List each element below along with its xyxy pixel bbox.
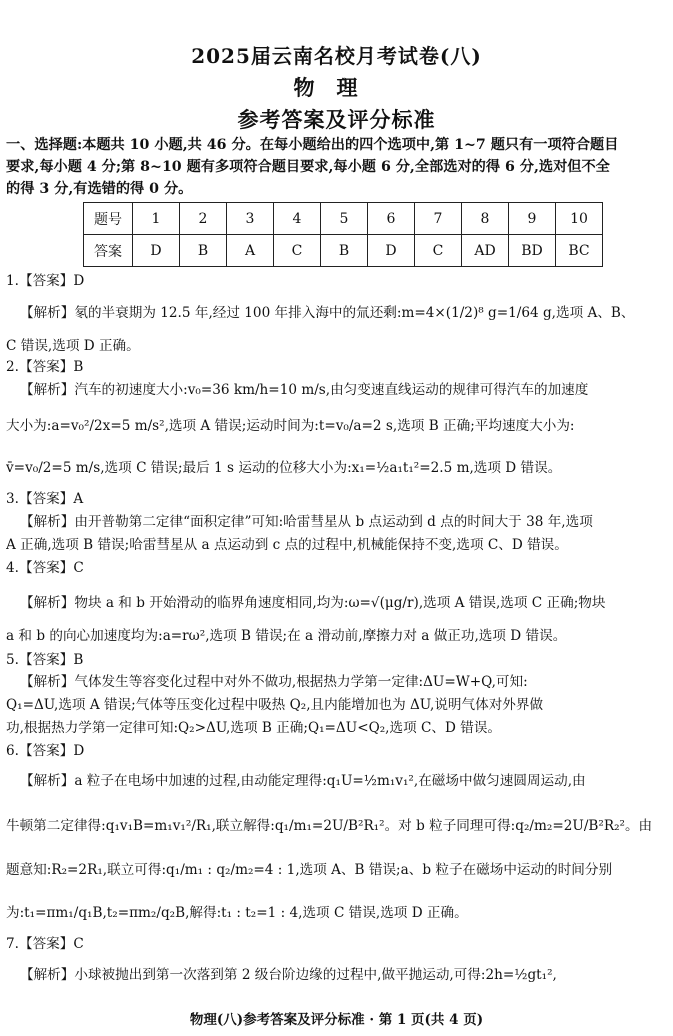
answer-heading-2: 2.【答案】B bbox=[6, 359, 84, 375]
answer-heading-1: 1.【答案】D bbox=[6, 273, 85, 289]
answer-table-answer-row bbox=[84, 235, 603, 267]
answer-cell: C bbox=[415, 235, 462, 267]
question-number: 6 bbox=[368, 203, 415, 235]
question-number: 8 bbox=[462, 203, 509, 235]
answer-key-subtitle: 参考答案及评分标准 bbox=[237, 107, 436, 132]
explanation-line: 【解析】氡的半衰期为 12.5 年,经过 100 年排入海中的氚还剩:m=4×(1/2)⁸ g=1/64 g,选项 A、B、 bbox=[20, 305, 635, 321]
row-label: 答案 bbox=[84, 235, 133, 267]
explanation-line: 大小为:a=v₀²/2x=5 m/s²,选项 A 错误;运动时间为:t=v₀/a=2 s,选项 B 正确;平均速度大小为: bbox=[6, 418, 575, 434]
answer-cell: D bbox=[368, 235, 415, 267]
answer-heading-4: 4.【答案】C bbox=[6, 560, 84, 576]
answer-table-number-row bbox=[84, 203, 603, 235]
answer-cell: B bbox=[321, 235, 368, 267]
explanation-line: 为:t₁=πm₁/q₁B,t₂=πm₂/q₂B,解得:t₁ : t₂=1 : 4,选项 C 错误,选项 D 正确。 bbox=[6, 905, 468, 921]
question-number: 4 bbox=[274, 203, 321, 235]
explanation-line: 【解析】物块 a 和 b 开始滑动的临界角速度相同,均为:ω=√(μg/r),选项 A 错误,选项 C 正确;物块 bbox=[20, 595, 606, 611]
question-number: 10 bbox=[556, 203, 603, 235]
answer-heading-7: 7.【答案】C bbox=[6, 936, 84, 952]
section-intro-line: 一、选择题:本题共 10 小题,共 46 分。在每小题给出的四个选项中,第 1~7 题只有一项符合题目 bbox=[6, 137, 619, 153]
answer-cell: BD bbox=[509, 235, 556, 267]
page-footer: 物理(八)参考答案及评分标准 · 第 1 页(共 4 页) bbox=[189, 1012, 484, 1028]
question-number: 1 bbox=[133, 203, 180, 235]
answer-heading-6: 6.【答案】D bbox=[6, 743, 85, 759]
answer-cell: BC bbox=[556, 235, 603, 267]
explanation-line: 【解析】汽车的初速度大小:v₀=36 km/h=10 m/s,由匀变速直线运动的规律可得汽车的加速度 bbox=[20, 382, 589, 398]
answer-table bbox=[83, 202, 603, 267]
question-number: 7 bbox=[415, 203, 462, 235]
answer-cell: D bbox=[133, 235, 180, 267]
row-label: 题号 bbox=[84, 203, 133, 235]
answer-heading-3: 3.【答案】A bbox=[6, 491, 84, 507]
answer-cell: B bbox=[180, 235, 227, 267]
explanation-line: 【解析】气体发生等容变化过程中对外不做功,根据热力学第一定律:ΔU=W+Q,可知: bbox=[20, 674, 528, 690]
answer-heading-5: 5.【答案】B bbox=[6, 652, 84, 668]
question-number: 2 bbox=[180, 203, 227, 235]
exam-title: 2025届云南名校月考试卷(八) bbox=[191, 44, 482, 68]
subject-title: 物理 bbox=[293, 75, 380, 100]
explanation-line: v̄=v₀/2=5 m/s,选项 C 错误;最后 1 s 运动的位移大小为:x₁=½a₁t₁²=2.5 m,选项 D 错误。 bbox=[6, 460, 562, 476]
question-number: 9 bbox=[509, 203, 556, 235]
explanation-line: 功,根据热力学第一定律可知:Q₂>ΔU,选项 B 正确;Q₁=ΔU<Q₂,选项 C、D 错误。 bbox=[6, 720, 502, 736]
explanation-line: 【解析】a 粒子在电场中加速的过程,由动能定理得:q₁U=½m₁v₁²,在磁场中做匀速圆周运动,由 bbox=[20, 773, 586, 789]
explanation-line: A 正确,选项 B 错误;哈雷彗星从 a 点运动到 c 点的过程中,机械能保持不变,选项 C、D 错误。 bbox=[6, 537, 568, 553]
section-intro-line: 的得 3 分,有选错的得 0 分。 bbox=[6, 181, 193, 197]
explanation-line: a 和 b 的向心加速度均为:a=rω²,选项 B 错误;在 a 滑动前,摩擦力对 a 做正功,选项 D 错误。 bbox=[6, 628, 567, 644]
explanation-line: 【解析】由开普勒第二定律“面积定律”可知:哈雷彗星从 b 点运动到 d 点的时间大于 38 年,选项 bbox=[20, 514, 593, 530]
answer-cell: A bbox=[227, 235, 274, 267]
explanation-line: 牛顿第二定律得:q₁v₁B=m₁v₁²/R₁,联立解得:q₁/m₁=2U/B²R₁²。对 b 粒子同理可得:q₂/m₂=2U/B²R₂²。由 bbox=[6, 818, 653, 834]
explanation-line: C 错误,选项 D 正确。 bbox=[6, 338, 140, 354]
question-number: 3 bbox=[227, 203, 274, 235]
explanation-line: Q₁=ΔU,选项 A 错误;气体等压变化过程中吸热 Q₂,且内能增加也为 ΔU,说明气体对外界做 bbox=[6, 697, 544, 713]
section-intro-line: 要求,每小题 4 分;第 8~10 题有多项符合题目要求,每小题 6 分,全部选对的得 6 分,选对但不全 bbox=[6, 159, 610, 175]
question-number: 5 bbox=[321, 203, 368, 235]
answer-cell: C bbox=[274, 235, 321, 267]
explanation-line: 【解析】小球被抛出到第一次落到第 2 级台阶边缘的过程中,做平抛运动,可得:2h=½gt₁², bbox=[20, 967, 557, 983]
explanation-line: 题意知:R₂=2R₁,联立可得:q₁/m₁ : q₂/m₂=4 : 1,选项 A、B 错误;a、b 粒子在磁场中运动的时间分别 bbox=[6, 862, 613, 878]
answer-cell: AD bbox=[462, 235, 509, 267]
